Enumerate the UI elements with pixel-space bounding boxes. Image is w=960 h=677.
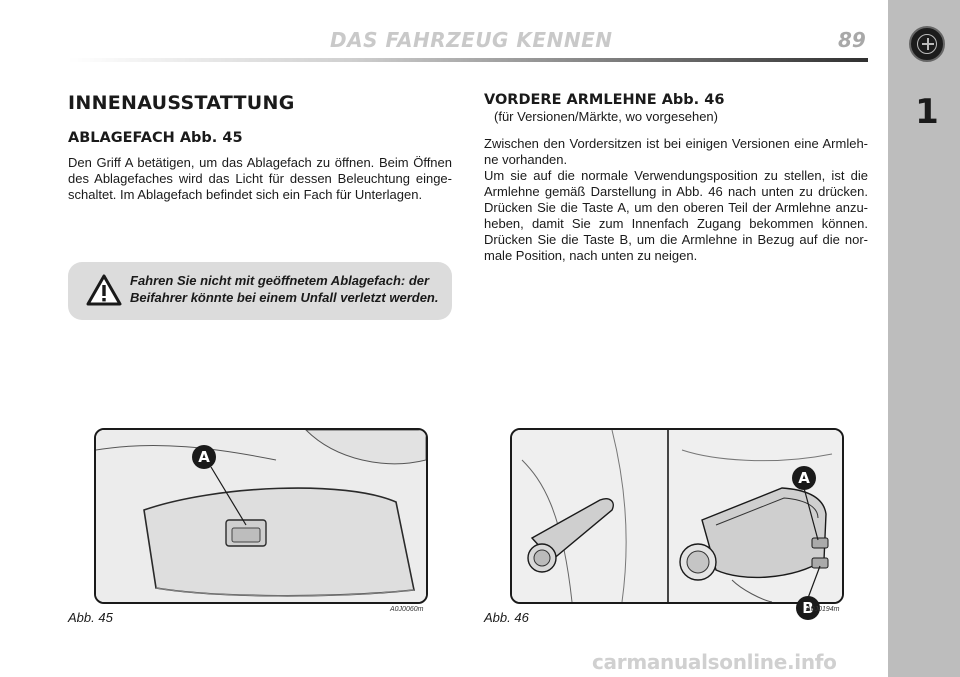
header-rule (68, 58, 868, 62)
svg-text:A: A (798, 469, 810, 487)
warning-triangle-icon (86, 274, 122, 306)
glovebox-illustration (96, 430, 426, 602)
armrest-note: (für Versionen/Märkte, wo vorgesehen) (494, 109, 718, 124)
running-header-title: DAS FAHRZEUG KENNEN (330, 28, 613, 52)
glovebox-heading: ABLAGEFACH Abb. 45 (68, 130, 243, 146)
armrest-body: Zwischen den Vordersitzen ist bei einigen Versionen eine Armleh- ne vorhanden. Um sie auf die normale Verwendungsposition zu stellen, ist die Armlehne gemäß Darstellung in Abb. 46 nach unten zu drücken. Drücken Sie die Taste A, um den oberen Teil der Armlehne anzu- heben, damit Sie zum Innenfach Zugang bekommen können. Drücken Sie die Taste B, um die Armlehne in Bezug auf die nor- male Position, nach unten zu neigen. (484, 136, 868, 263)
figure-46-code: A0J0194m (806, 606, 840, 613)
svg-text:B: B (802, 599, 814, 617)
figure-45-caption: Abb. 45 (68, 610, 113, 625)
page-number: 89 (838, 28, 866, 52)
glovebox-body: Den Griff A betätigen, um das Ablagefach zu öffnen. Beim Öffnen des Ablagefaches wird das Licht für dessen Beleuchtung einge- schaltet. Im Ablagefach befindet sich ein Fach für Unterlagen. (68, 155, 452, 202)
svg-text:A: A (198, 448, 210, 466)
figure-armrest (510, 428, 844, 604)
brand-logo-icon (909, 26, 945, 62)
chapter-number: 1 (915, 92, 939, 132)
armrest-heading: VORDERE ARMLEHNE Abb. 46 (484, 92, 725, 108)
figure-46-caption: Abb. 46 (484, 610, 529, 625)
armrest-illustration (512, 430, 842, 602)
warning-text: Fahren Sie nicht mit geöffnetem Ablagefach: der Beifahrer könnte bei einem Unfall verletzt werden. (130, 273, 439, 305)
watermark-text: carmanualsonline.info (592, 650, 837, 674)
warning-box (68, 262, 452, 320)
section-heading: INNENAUSSTATTUNG (68, 92, 295, 114)
figure-45-code: A0J0060m (390, 606, 424, 613)
figure-glovebox (94, 428, 428, 604)
